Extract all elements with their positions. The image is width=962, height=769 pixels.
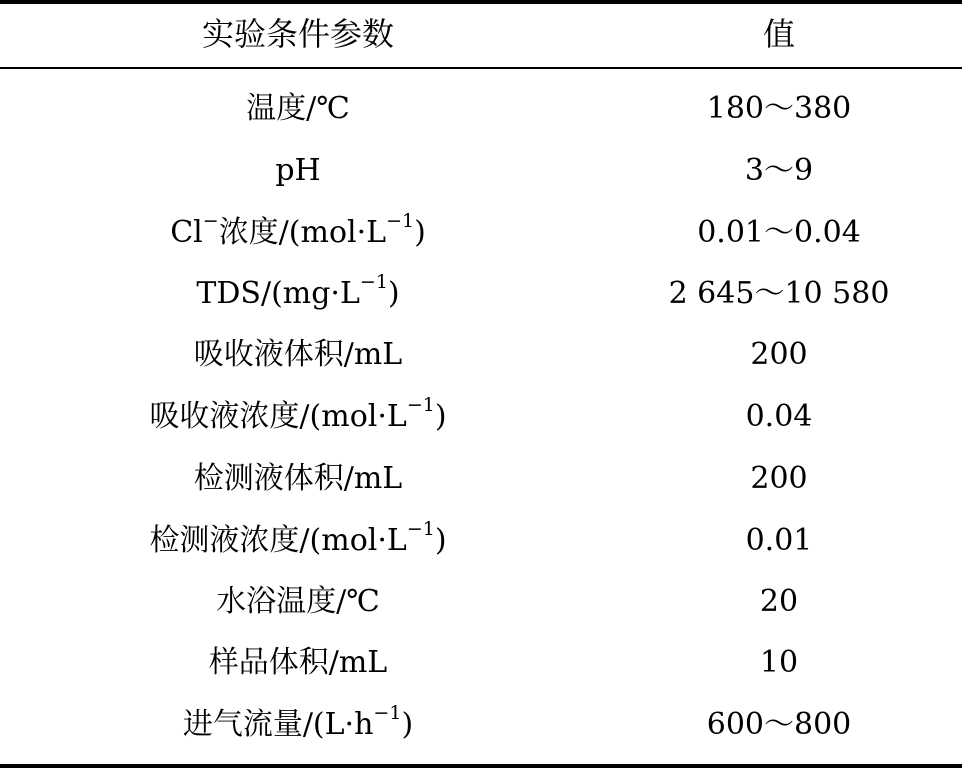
row-param: 进气流量$/(L\cdot h^{-1})$ (182, 702, 414, 742)
row-value: 200 (750, 461, 808, 496)
row-value: 200 (750, 337, 808, 372)
row-param: Cl−浓度$/(mol\cdot L^{-1})$ (170, 210, 426, 250)
row-param: 检测液浓度$/(mol\cdot L^{-1})$ (149, 518, 447, 558)
header-param: 实验条件参数 (201, 15, 394, 53)
top-rule (0, 0, 962, 4)
row-param: 吸收液浓度$/(mol\cdot L^{-1})$ (149, 394, 447, 434)
row-value: 600～800 (706, 707, 852, 742)
header-value: 值 (762, 15, 795, 53)
row-value: 180～380 (706, 91, 852, 126)
row-value: 20 (759, 584, 799, 619)
row-value: 10 (759, 645, 799, 680)
row-param: 样品体积/mL (208, 645, 388, 680)
row-value: 3～9 (744, 153, 814, 188)
row-param: pH (275, 153, 321, 188)
row-value: 0.01～0.04 (697, 215, 861, 250)
bottom-rule (0, 764, 962, 768)
row-param: 温度/℃ (246, 91, 350, 126)
row-value: 0.04 (745, 399, 813, 434)
row-param: 水浴温度/℃ (216, 584, 380, 619)
row-param: TDS/$(mg\cdot L^{-1})$ (196, 271, 400, 311)
row-value: 0.01 (745, 523, 813, 558)
row-param: 检测液体积/mL (193, 461, 403, 496)
header-rule (0, 67, 962, 69)
row-value: 2 645～10 580 (668, 276, 890, 311)
row-param: 吸收液体积/mL (193, 337, 403, 372)
